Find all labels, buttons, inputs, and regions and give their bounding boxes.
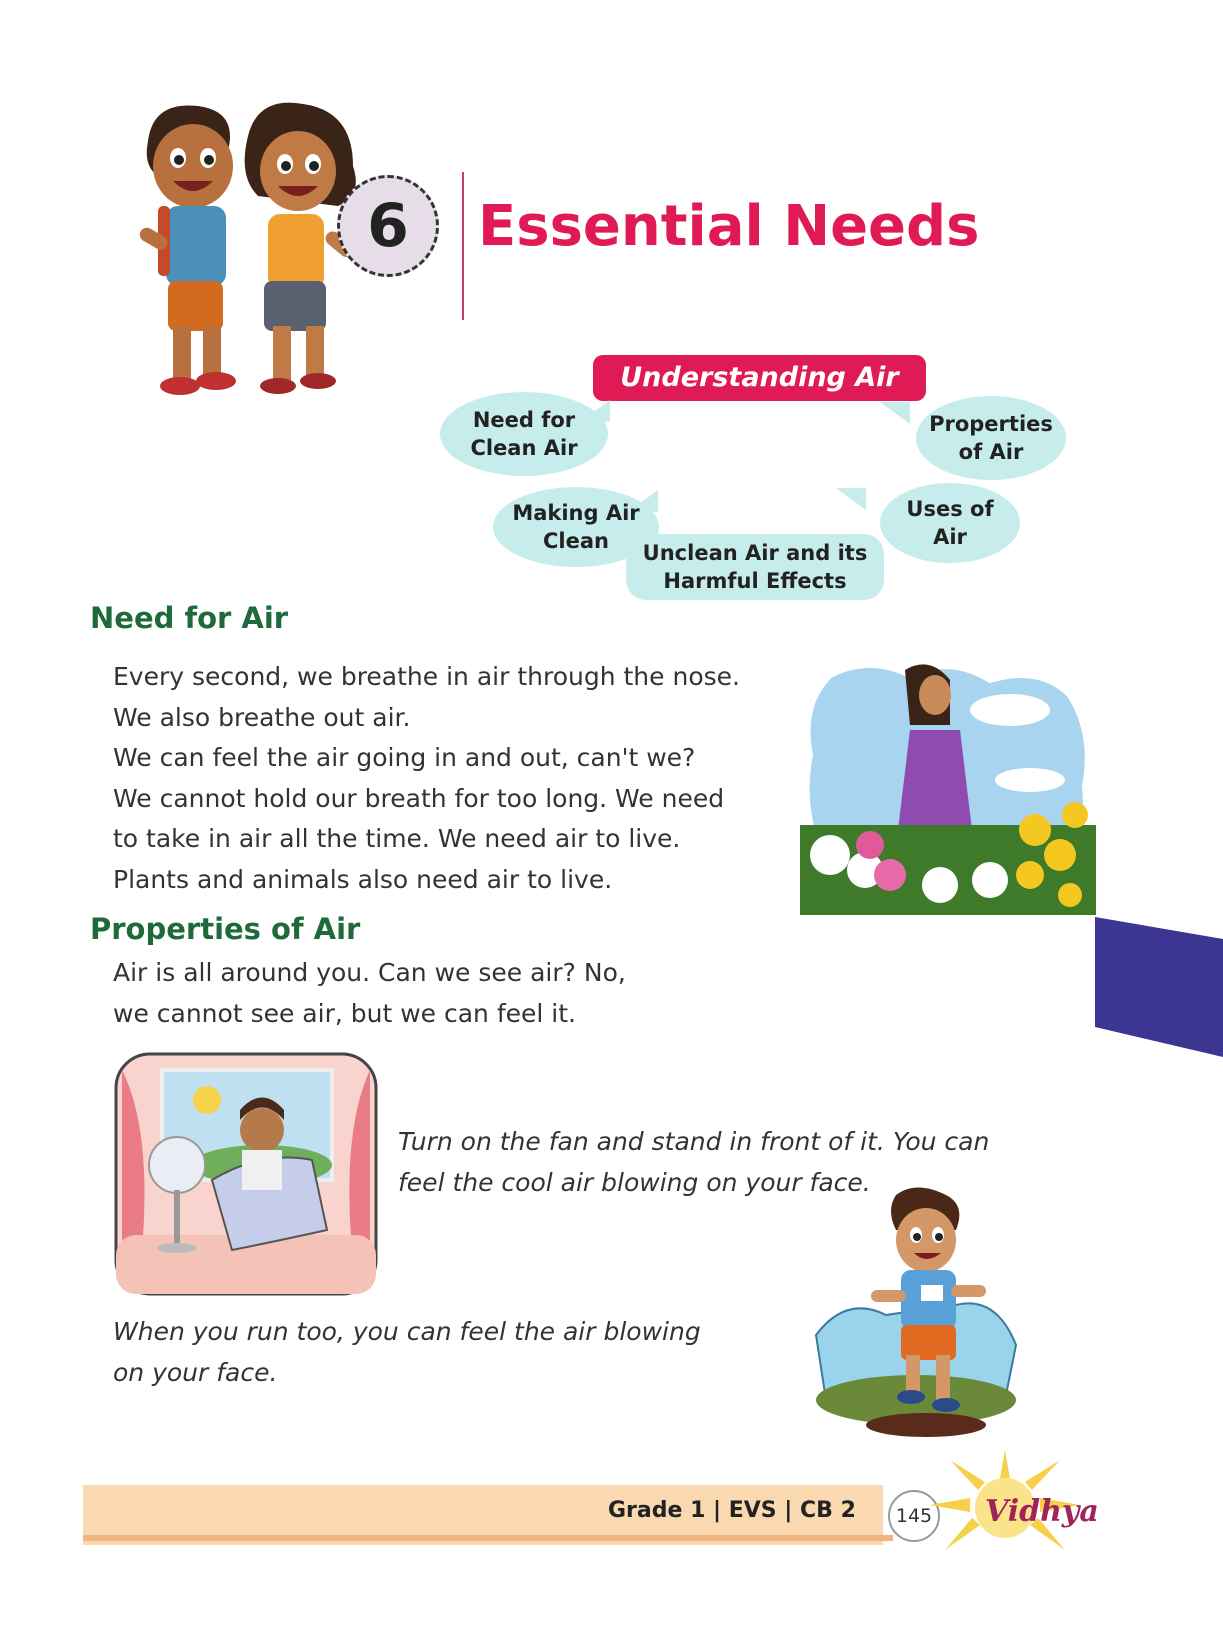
chapter-number: 6 — [367, 191, 409, 261]
caption-line: Turn on the fan and stand in front of it. You can — [398, 1127, 990, 1156]
concept-map-center: Understanding Air — [593, 355, 926, 401]
paragraph-line: Air is all around you. Can we see air? No, — [113, 958, 626, 987]
page-number: 145 — [888, 1490, 940, 1542]
bubble-tail — [836, 488, 866, 510]
footer-underline — [83, 1535, 893, 1541]
paragraph-line: We can feel the air going in and out, can't we? — [113, 743, 696, 772]
chapter-title: Essential Needs — [478, 194, 980, 259]
run-caption — [113, 1312, 701, 1393]
paragraph-line: We cannot hold our breath for too long. We need — [113, 783, 725, 813]
need-for-air-paragraph — [113, 657, 740, 900]
bubble-tail — [880, 402, 910, 424]
caption-line: feel the cool air blowing on your face. — [398, 1167, 871, 1197]
concept-bubble-making-air-clean: Making Air Clean — [493, 487, 659, 567]
girl-near-fan-illustration — [112, 1050, 380, 1300]
brand-logo: Vidhya — [985, 1494, 1099, 1529]
kids-running-illustration — [128, 96, 368, 412]
footer-book-info: Grade 1 | EVS | CB 2 — [608, 1498, 856, 1523]
paragraph-line: we cannot see air, but we can feel it. — [113, 998, 576, 1028]
paragraph-line: Plants and animals also need air to live. — [113, 864, 613, 894]
concept-bubble-uses-of-air: Uses of Air — [880, 483, 1020, 563]
paragraph-line: Every second, we breathe in air through the nose. — [113, 662, 740, 691]
girl-breathing-illustration — [800, 655, 1096, 917]
concept-bubble-properties-of-air: Properties of Air — [916, 396, 1066, 480]
paragraph-line: to take in air all the time. We need air to live. — [113, 824, 681, 853]
caption-line: on your face. — [113, 1357, 278, 1387]
concept-bubble-need-clean-air: Need for Clean Air — [440, 392, 608, 476]
properties-of-air-paragraph — [113, 953, 626, 1034]
chapter-side-tab — [1095, 917, 1223, 1057]
section-heading-need-for-air: Need for Air — [90, 601, 289, 635]
concept-bubble-unclean-air: Unclean Air and its Harmful Effects — [626, 534, 884, 600]
caption-line: When you run too, you can feel the air blowing — [113, 1317, 701, 1346]
section-heading-properties-of-air: Properties of Air — [90, 912, 361, 946]
boy-running-illustration — [806, 1185, 1026, 1443]
paragraph-line: We also breathe out air. — [113, 702, 411, 732]
chapter-divider — [462, 172, 464, 320]
